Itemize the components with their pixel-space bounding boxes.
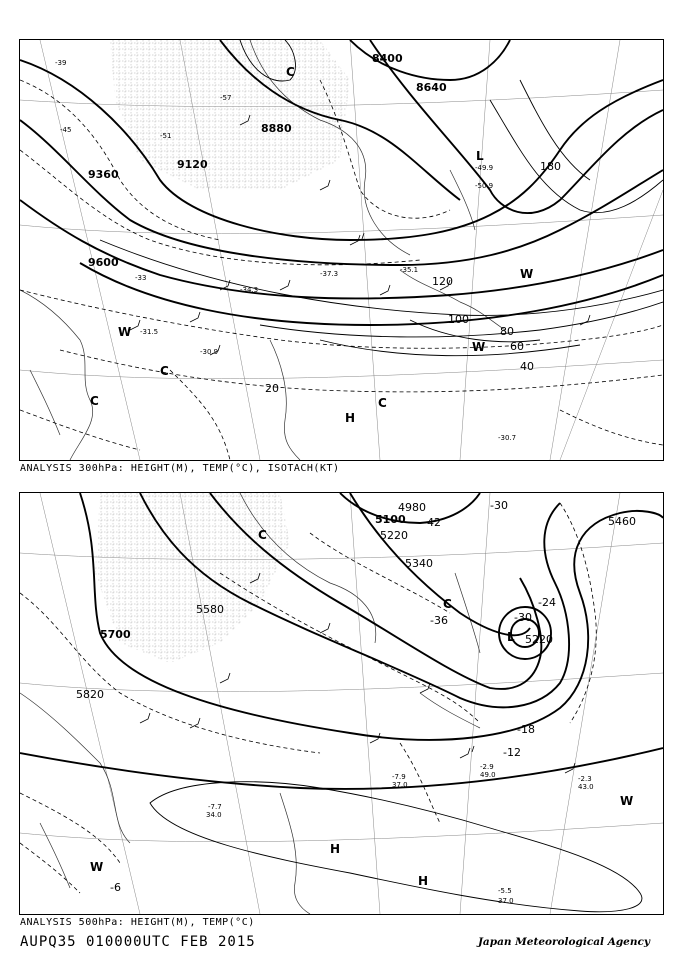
temp-label: -42: [423, 516, 441, 529]
temp-label: -24: [538, 596, 556, 609]
warm-center-marker: W: [520, 267, 534, 281]
obs-label: 37.0: [498, 897, 514, 905]
height-label-5820: 5820: [76, 688, 104, 701]
height-label-9360: 9360: [88, 168, 119, 181]
high-center-marker: H: [345, 411, 356, 425]
temp-label: -35.1: [400, 266, 419, 274]
temp-label: -39: [55, 59, 67, 67]
caption-500hpa: ANALYSIS 500hPa: HEIGHT(M), TEMP(°C): [20, 917, 255, 928]
height-label-8400: 8400: [372, 52, 403, 65]
cold-center-marker: C: [90, 394, 99, 408]
hatched-area: [110, 40, 350, 190]
map-300hpa-canvas: [20, 40, 663, 460]
temp-label: -34.3: [240, 286, 259, 294]
temp-label: -51: [160, 132, 172, 140]
height-label-8640: 8640: [416, 81, 447, 94]
cold-center-marker: C: [160, 364, 169, 378]
temp-label: -30.7: [498, 434, 517, 442]
isotach-label-120: 120: [432, 275, 453, 288]
isotach-label-100: 100: [448, 313, 469, 326]
height-label-9120: 9120: [177, 158, 208, 171]
height-label-8880: 8880: [261, 122, 292, 135]
isotach-label-40: 40: [520, 360, 534, 373]
height-label-4980: 4980: [398, 501, 426, 514]
cold-center-marker: C: [443, 597, 452, 611]
low-center-marker: L: [476, 149, 484, 163]
analysis-300hpa-map: [19, 39, 664, 461]
cold-center-marker: C: [258, 528, 267, 542]
warm-center-marker: W: [118, 325, 132, 339]
height-label-5220: 5220: [525, 633, 553, 646]
temp-label: -57: [220, 94, 232, 102]
temp-label: -30.9: [200, 348, 219, 356]
warm-center-marker: W: [620, 794, 634, 808]
temp-label: -45: [60, 126, 72, 134]
temp-label: -6: [110, 881, 121, 894]
temp-label: -33: [135, 274, 147, 282]
high-center-marker: H: [418, 874, 429, 888]
cold-center-marker: C: [286, 65, 295, 79]
low-center-marker: L: [507, 630, 515, 644]
obs-label: 37.0: [392, 781, 408, 789]
temp-label: -36: [430, 614, 448, 627]
height-label-5700: 5700: [100, 628, 131, 641]
temp-label: -50.9: [475, 182, 494, 190]
obs-label: -7.9: [392, 773, 406, 781]
height-label-5220: 5220: [380, 529, 408, 542]
temp-label: -30: [514, 611, 532, 624]
height-label-5340: 5340: [405, 557, 433, 570]
height-label-5580: 5580: [196, 603, 224, 616]
isotach-label-60: 60: [510, 340, 524, 353]
warm-center-marker: W: [90, 860, 104, 874]
isotach-label-180: 180: [540, 160, 561, 173]
obs-label: -7.7: [208, 803, 222, 811]
caption-300hpa: ANALYSIS 300hPa: HEIGHT(M), TEMP(°C), ISOTACH(KT): [20, 463, 340, 474]
obs-label: -2.3: [578, 775, 592, 783]
height-label-9600: 9600: [88, 256, 119, 269]
temp-label: -49.9: [475, 164, 494, 172]
obs-label: -5.5: [498, 887, 512, 895]
temp-label: -12: [503, 746, 521, 759]
closed-contour-H: [150, 782, 642, 912]
product-id: AUPQ35 010000UTC FEB 2015: [20, 934, 256, 950]
agency-name: Japan Meteorological Agency: [477, 936, 650, 948]
cold-center-marker: C: [378, 396, 387, 410]
obs-label: 43.0: [578, 783, 594, 791]
isotach-label-80: 80: [500, 325, 514, 338]
analysis-500hpa-map: [19, 492, 664, 915]
temp-label: -18: [517, 723, 535, 736]
temp-label: -30: [490, 499, 508, 512]
height-label-5460: 5460: [608, 515, 636, 528]
temp-label: -31.5: [140, 328, 159, 336]
isotach-label-20: 20: [265, 382, 279, 395]
obs-label: 49.0: [480, 771, 496, 779]
warm-center-marker: W: [472, 340, 486, 354]
map-500hpa-canvas: [20, 493, 663, 914]
obs-label: 34.0: [206, 811, 222, 819]
obs-label: -2.9: [480, 763, 494, 771]
high-center-marker: H: [330, 842, 341, 856]
temp-label: -37.3: [320, 270, 339, 278]
height-label-5100: 5100: [375, 513, 406, 526]
